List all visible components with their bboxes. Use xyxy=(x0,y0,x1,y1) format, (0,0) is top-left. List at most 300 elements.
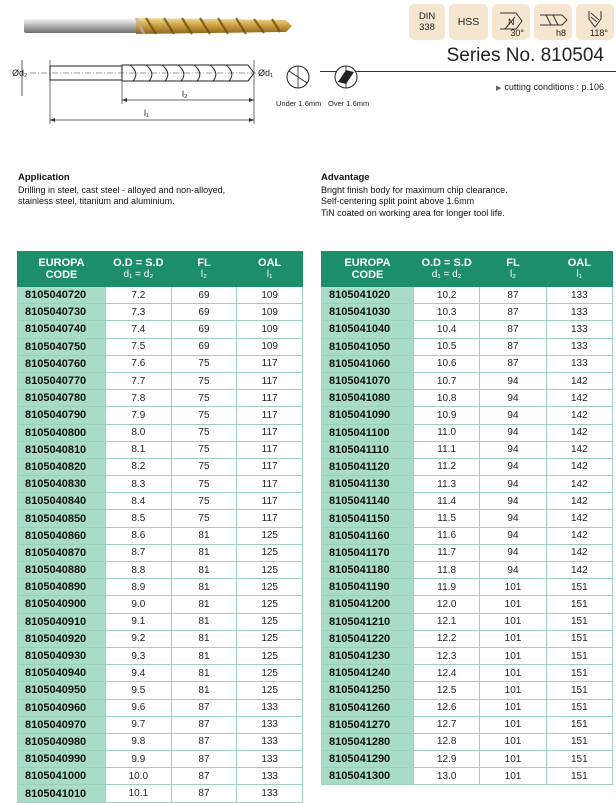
europa-code-cell: 8105041050 xyxy=(322,338,414,355)
flute-length-cell: 81 xyxy=(171,647,237,664)
overall-length-cell: 142 xyxy=(546,424,612,441)
table-row xyxy=(18,476,303,493)
col-header-code: EUROPA CODE xyxy=(18,252,106,287)
diameter-cell: 8.9 xyxy=(106,579,172,596)
europa-code-cell: 8105040870 xyxy=(18,544,106,561)
europa-code-cell: 8105040880 xyxy=(18,562,106,579)
diameter-cell: 8.3 xyxy=(106,476,172,493)
diameter-cell: 12.3 xyxy=(414,647,480,664)
overall-length-cell: 133 xyxy=(237,785,303,802)
d2-label: Ød₂ xyxy=(12,68,28,78)
diameter-cell: 7.8 xyxy=(106,390,172,407)
table-row xyxy=(18,699,303,716)
europa-code-cell: 8105041110 xyxy=(322,441,414,458)
table-row xyxy=(322,476,613,493)
europa-code-cell: 8105040730 xyxy=(18,304,106,321)
diameter-cell: 8.7 xyxy=(106,544,172,561)
overall-length-cell: 125 xyxy=(237,665,303,682)
flute-length-cell: 94 xyxy=(480,493,546,510)
flute-length-cell: 101 xyxy=(480,630,546,647)
europa-code-cell: 8105040750 xyxy=(18,338,106,355)
table-row xyxy=(322,355,613,372)
application-section xyxy=(18,172,298,208)
diameter-cell: 12.8 xyxy=(414,733,480,750)
overall-length-cell: 151 xyxy=(546,751,612,768)
flute-length-cell: 69 xyxy=(171,287,237,304)
europa-code-cell: 8105040910 xyxy=(18,613,106,630)
flute-length-cell: 94 xyxy=(480,372,546,389)
point-angle-badge: 118° xyxy=(576,4,614,40)
europa-code-cell: 8105040990 xyxy=(18,751,106,768)
overall-length-cell: 117 xyxy=(237,390,303,407)
hss-badge: HSS xyxy=(449,4,488,40)
advantage-section xyxy=(321,172,611,219)
europa-code-cell: 8105040930 xyxy=(18,647,106,664)
table-row xyxy=(18,682,303,699)
overall-length-cell: 151 xyxy=(546,682,612,699)
overall-length-cell: 117 xyxy=(237,493,303,510)
col-header-overall-length: OAL l₁ xyxy=(237,252,303,287)
overall-length-cell: 142 xyxy=(546,527,612,544)
flute-length-cell: 75 xyxy=(171,476,237,493)
table-row xyxy=(322,562,613,579)
application-line: stainless steel, titanium and aluminium. xyxy=(18,196,175,207)
flute-length-cell: 87 xyxy=(480,304,546,321)
diameter-cell: 11.0 xyxy=(414,424,480,441)
table-row xyxy=(18,562,303,579)
flute-length-cell: 101 xyxy=(480,613,546,630)
table-row xyxy=(18,613,303,630)
overall-length-cell: 117 xyxy=(237,458,303,475)
overall-length-cell: 151 xyxy=(546,733,612,750)
europa-code-cell: 8105041210 xyxy=(322,613,414,630)
flute-length-cell: 75 xyxy=(171,493,237,510)
flute-length-cell: 81 xyxy=(171,544,237,561)
overall-length-cell: 117 xyxy=(237,407,303,424)
point-types-drawing xyxy=(276,60,376,110)
flute-length-cell: 81 xyxy=(171,596,237,613)
l2-label: l₂ xyxy=(182,89,188,99)
overall-length-cell: 133 xyxy=(237,768,303,785)
table-row xyxy=(322,613,613,630)
diameter-cell: 8.4 xyxy=(106,493,172,510)
diameter-cell: 12.6 xyxy=(414,699,480,716)
flute-length-cell: 101 xyxy=(480,716,546,733)
overall-length-cell: 151 xyxy=(546,613,612,630)
diameter-cell: 12.4 xyxy=(414,665,480,682)
application-title: Application xyxy=(18,172,70,183)
flute-length-cell: 87 xyxy=(171,768,237,785)
table-row xyxy=(322,407,613,424)
europa-code-cell: 8105041240 xyxy=(322,665,414,682)
overall-length-cell: 151 xyxy=(546,768,612,785)
diameter-cell: 8.2 xyxy=(106,458,172,475)
flute-length-cell: 87 xyxy=(171,785,237,802)
flute-length-cell: 101 xyxy=(480,665,546,682)
flute-length-cell: 101 xyxy=(480,699,546,716)
europa-code-cell: 8105040760 xyxy=(18,355,106,372)
table-body-right xyxy=(322,287,613,785)
diameter-cell: 10.1 xyxy=(106,785,172,802)
flute-length-cell: 101 xyxy=(480,751,546,768)
europa-code-cell: 8105041100 xyxy=(322,424,414,441)
advantage-line: TiN coated on working area for longer tool life. xyxy=(321,207,505,218)
europa-code-cell: 8105041180 xyxy=(322,562,414,579)
flute-length-cell: 69 xyxy=(171,338,237,355)
diameter-cell: 9.2 xyxy=(106,630,172,647)
flute-length-cell: 94 xyxy=(480,390,546,407)
table-row xyxy=(18,647,303,664)
table-row xyxy=(18,458,303,475)
diameter-cell: 11.7 xyxy=(414,544,480,561)
flute-length-cell: 94 xyxy=(480,527,546,544)
diameter-cell: 12.5 xyxy=(414,682,480,699)
diameter-cell: 7.2 xyxy=(106,287,172,304)
flute-length-cell: 75 xyxy=(171,372,237,389)
table-row xyxy=(18,441,303,458)
col-header-flute-length: FL l₂ xyxy=(480,252,546,287)
overall-length-cell: 142 xyxy=(546,458,612,475)
europa-code-cell: 8105041200 xyxy=(322,596,414,613)
overall-length-cell: 151 xyxy=(546,699,612,716)
diameter-cell: 9.1 xyxy=(106,613,172,630)
overall-length-cell: 133 xyxy=(237,716,303,733)
advantage-title: Advantage xyxy=(321,172,370,183)
table-row xyxy=(18,338,303,355)
l1-label: l₁ xyxy=(144,108,150,118)
flute-length-cell: 81 xyxy=(171,579,237,596)
table-header-row xyxy=(322,252,613,287)
overall-length-cell: 133 xyxy=(546,355,612,372)
series-number: Series No. 810504 xyxy=(446,45,604,66)
flute-length-cell: 87 xyxy=(480,321,546,338)
europa-code-cell: 8105041000 xyxy=(18,768,106,785)
application-line: Drilling in steel, cast steel - alloyed and non-alloyed, xyxy=(18,185,226,196)
overall-length-cell: 133 xyxy=(237,751,303,768)
overall-length-cell: 142 xyxy=(546,372,612,389)
table-row xyxy=(322,390,613,407)
diameter-cell: 11.1 xyxy=(414,441,480,458)
table-row xyxy=(322,630,613,647)
overall-length-cell: 151 xyxy=(546,716,612,733)
overall-length-cell: 125 xyxy=(237,579,303,596)
overall-length-cell: 142 xyxy=(546,476,612,493)
advantage-line: Self-centering split point above 1.6mm xyxy=(321,196,475,207)
overall-length-cell: 125 xyxy=(237,647,303,664)
diameter-cell: 7.3 xyxy=(106,304,172,321)
table-row xyxy=(18,751,303,768)
table-row xyxy=(322,321,613,338)
table-row xyxy=(18,768,303,785)
product-table-right xyxy=(321,251,613,785)
europa-code-cell: 8105041090 xyxy=(322,407,414,424)
diameter-cell: 11.5 xyxy=(414,510,480,527)
flute-length-cell: 101 xyxy=(480,682,546,699)
diameter-cell: 7.4 xyxy=(106,321,172,338)
diameter-cell: 11.8 xyxy=(414,562,480,579)
advantage-line: Bright finish body for maximum chip clearance. xyxy=(321,185,508,196)
table-row xyxy=(322,493,613,510)
diameter-cell: 12.1 xyxy=(414,613,480,630)
overall-length-cell: 109 xyxy=(237,338,303,355)
overall-length-cell: 117 xyxy=(237,476,303,493)
table-row xyxy=(322,304,613,321)
flute-length-cell: 94 xyxy=(480,544,546,561)
europa-code-cell: 8105040740 xyxy=(18,321,106,338)
overall-length-cell: 133 xyxy=(546,321,612,338)
diameter-cell: 8.1 xyxy=(106,441,172,458)
overall-length-cell: 151 xyxy=(546,579,612,596)
diameter-cell: 11.3 xyxy=(414,476,480,493)
flute-length-cell: 75 xyxy=(171,510,237,527)
flute-length-cell: 75 xyxy=(171,458,237,475)
table-row xyxy=(322,527,613,544)
europa-code-cell: 8105040960 xyxy=(18,699,106,716)
diameter-cell: 7.7 xyxy=(106,372,172,389)
diameter-cell: 9.4 xyxy=(106,665,172,682)
europa-code-cell: 8105040980 xyxy=(18,733,106,750)
table-row xyxy=(18,544,303,561)
table-body-left xyxy=(18,287,303,803)
europa-code-cell: 8105040720 xyxy=(18,287,106,304)
flute-length-cell: 101 xyxy=(480,647,546,664)
flute-length-cell: 87 xyxy=(480,287,546,304)
table-row xyxy=(18,390,303,407)
flute-length-cell: 87 xyxy=(171,733,237,750)
diameter-cell: 10.4 xyxy=(414,321,480,338)
flute-length-cell: 94 xyxy=(480,458,546,475)
diameter-cell: 10.2 xyxy=(414,287,480,304)
flute-length-cell: 87 xyxy=(171,716,237,733)
flute-length-cell: 87 xyxy=(171,751,237,768)
overall-length-cell: 151 xyxy=(546,596,612,613)
table-row xyxy=(18,287,303,304)
europa-code-cell: 8105041150 xyxy=(322,510,414,527)
col-header-diameter: O.D = S.D d₁ = d₂ xyxy=(414,252,480,287)
overall-length-cell: 142 xyxy=(546,441,612,458)
overall-length-cell: 125 xyxy=(237,596,303,613)
flute-length-cell: 94 xyxy=(480,562,546,579)
diameter-cell: 10.7 xyxy=(414,372,480,389)
europa-code-cell: 8105040790 xyxy=(18,407,106,424)
overall-length-cell: 125 xyxy=(237,682,303,699)
flute-length-cell: 87 xyxy=(480,355,546,372)
europa-code-cell: 8105040920 xyxy=(18,630,106,647)
table-row xyxy=(322,596,613,613)
europa-code-cell: 8105040890 xyxy=(18,579,106,596)
europa-code-cell: 8105041170 xyxy=(322,544,414,561)
europa-code-cell: 8105041190 xyxy=(322,579,414,596)
flute-length-cell: 94 xyxy=(480,407,546,424)
overall-length-cell: 125 xyxy=(237,613,303,630)
table-row xyxy=(18,630,303,647)
diameter-cell: 10.9 xyxy=(414,407,480,424)
diameter-cell: 8.0 xyxy=(106,424,172,441)
diameter-cell: 9.7 xyxy=(106,716,172,733)
overall-length-cell: 151 xyxy=(546,665,612,682)
diameter-cell: 8.6 xyxy=(106,527,172,544)
flute-length-cell: 94 xyxy=(480,424,546,441)
europa-code-cell: 8105041280 xyxy=(322,733,414,750)
table-row xyxy=(322,647,613,664)
europa-code-cell: 8105041140 xyxy=(322,493,414,510)
product-table-left xyxy=(17,251,303,803)
flute-length-cell: 101 xyxy=(480,768,546,785)
europa-code-cell: 8105041220 xyxy=(322,630,414,647)
d1-label: Ød₁ xyxy=(258,68,274,78)
flute-length-cell: 87 xyxy=(171,699,237,716)
overall-length-cell: 125 xyxy=(237,527,303,544)
table-header-row xyxy=(18,252,303,287)
table-row xyxy=(18,304,303,321)
overall-length-cell: 133 xyxy=(546,287,612,304)
table-row xyxy=(322,751,613,768)
col-header-code: EUROPA CODE xyxy=(322,252,414,287)
col-header-flute-length: FL l₂ xyxy=(171,252,237,287)
europa-code-cell: 8105040810 xyxy=(18,441,106,458)
table-row xyxy=(322,579,613,596)
flute-length-cell: 69 xyxy=(171,304,237,321)
europa-code-cell: 8105040970 xyxy=(18,716,106,733)
table-row xyxy=(18,527,303,544)
overall-length-cell: 117 xyxy=(237,424,303,441)
table-row xyxy=(18,372,303,389)
europa-code-cell: 8105041260 xyxy=(322,699,414,716)
din-badge: DIN 338 xyxy=(409,4,445,40)
overall-length-cell: 142 xyxy=(546,562,612,579)
overall-length-cell: 109 xyxy=(237,287,303,304)
overall-length-cell: 125 xyxy=(237,562,303,579)
flute-length-cell: 81 xyxy=(171,630,237,647)
europa-code-cell: 8105040840 xyxy=(18,493,106,510)
drill-photo xyxy=(24,14,292,38)
svg-text:N: N xyxy=(508,17,515,27)
table-row xyxy=(322,441,613,458)
table-row xyxy=(18,596,303,613)
diameter-cell: 10.8 xyxy=(414,390,480,407)
table-row xyxy=(18,665,303,682)
flute-length-cell: 81 xyxy=(171,613,237,630)
europa-code-cell: 8105040860 xyxy=(18,527,106,544)
europa-code-cell: 8105041010 xyxy=(18,785,106,802)
col-header-overall-length: OAL l₁ xyxy=(546,252,612,287)
diameter-cell: 13.0 xyxy=(414,768,480,785)
europa-code-cell: 8105040950 xyxy=(18,682,106,699)
table-row xyxy=(18,407,303,424)
table-row xyxy=(18,321,303,338)
diameter-cell: 8.5 xyxy=(106,510,172,527)
flute-length-cell: 101 xyxy=(480,579,546,596)
europa-code-cell: 8105041300 xyxy=(322,768,414,785)
overall-length-cell: 142 xyxy=(546,390,612,407)
diameter-cell: 10.3 xyxy=(414,304,480,321)
cutting-conditions-link[interactable]: ▶ cutting conditions : p.106 xyxy=(496,82,604,92)
europa-code-cell: 8105041040 xyxy=(322,321,414,338)
overall-length-cell: 125 xyxy=(237,544,303,561)
overall-length-cell: 109 xyxy=(237,321,303,338)
table-row xyxy=(322,665,613,682)
overall-length-cell: 151 xyxy=(546,647,612,664)
table-row xyxy=(322,699,613,716)
flute-length-cell: 94 xyxy=(480,476,546,493)
europa-code-cell: 8105040770 xyxy=(18,372,106,389)
diameter-cell: 12.0 xyxy=(414,596,480,613)
split-point-badge: N 30° xyxy=(492,4,530,40)
table-row xyxy=(322,510,613,527)
flute-length-cell: 75 xyxy=(171,390,237,407)
europa-code-cell: 8105041250 xyxy=(322,682,414,699)
diameter-cell: 12.9 xyxy=(414,751,480,768)
table-row xyxy=(18,355,303,372)
over-label: Over 1.6mm xyxy=(328,99,370,108)
table-row xyxy=(322,733,613,750)
diameter-cell: 9.6 xyxy=(106,699,172,716)
diameter-cell: 10.6 xyxy=(414,355,480,372)
overall-length-cell: 142 xyxy=(546,510,612,527)
europa-code-cell: 8105041070 xyxy=(322,372,414,389)
flute-length-cell: 101 xyxy=(480,733,546,750)
table-row xyxy=(18,785,303,802)
diameter-cell: 11.6 xyxy=(414,527,480,544)
overall-length-cell: 151 xyxy=(546,630,612,647)
overall-length-cell: 133 xyxy=(546,304,612,321)
europa-code-cell: 8105040850 xyxy=(18,510,106,527)
europa-code-cell: 8105040780 xyxy=(18,390,106,407)
flute-length-cell: 81 xyxy=(171,682,237,699)
diameter-cell: 7.6 xyxy=(106,355,172,372)
table-row xyxy=(18,510,303,527)
flute-length-cell: 94 xyxy=(480,510,546,527)
europa-code-cell: 8105041020 xyxy=(322,287,414,304)
arrow-right-icon: ▶ xyxy=(496,85,502,92)
table-row xyxy=(322,338,613,355)
europa-code-cell: 8105041120 xyxy=(322,458,414,475)
europa-code-cell: 8105040900 xyxy=(18,596,106,613)
flute-length-cell: 81 xyxy=(171,665,237,682)
overall-length-cell: 133 xyxy=(237,733,303,750)
table-row xyxy=(322,716,613,733)
diameter-cell: 12.2 xyxy=(414,630,480,647)
flute-length-cell: 101 xyxy=(480,596,546,613)
table-row xyxy=(18,716,303,733)
flute-length-cell: 75 xyxy=(171,424,237,441)
table-row xyxy=(322,682,613,699)
flute-length-cell: 81 xyxy=(171,562,237,579)
diameter-cell: 10.0 xyxy=(106,768,172,785)
diameter-cell: 11.4 xyxy=(414,493,480,510)
flute-length-cell: 75 xyxy=(171,355,237,372)
table-row xyxy=(322,544,613,561)
overall-length-cell: 117 xyxy=(237,441,303,458)
flute-length-cell: 81 xyxy=(171,527,237,544)
table-row xyxy=(18,733,303,750)
europa-code-cell: 8105040820 xyxy=(18,458,106,475)
europa-code-cell: 8105040800 xyxy=(18,424,106,441)
diameter-cell: 9.0 xyxy=(106,596,172,613)
under-label: Under 1.6mm xyxy=(276,99,322,108)
europa-code-cell: 8105040940 xyxy=(18,665,106,682)
table-row xyxy=(322,372,613,389)
diameter-cell: 9.5 xyxy=(106,682,172,699)
flute-length-cell: 87 xyxy=(480,338,546,355)
table-row xyxy=(18,424,303,441)
europa-code-cell: 8105041230 xyxy=(322,647,414,664)
europa-code-cell: 8105041160 xyxy=(322,527,414,544)
flute-length-cell: 75 xyxy=(171,441,237,458)
drill-drawing xyxy=(12,52,292,132)
diameter-cell: 8.8 xyxy=(106,562,172,579)
europa-code-cell: 8105041030 xyxy=(322,304,414,321)
